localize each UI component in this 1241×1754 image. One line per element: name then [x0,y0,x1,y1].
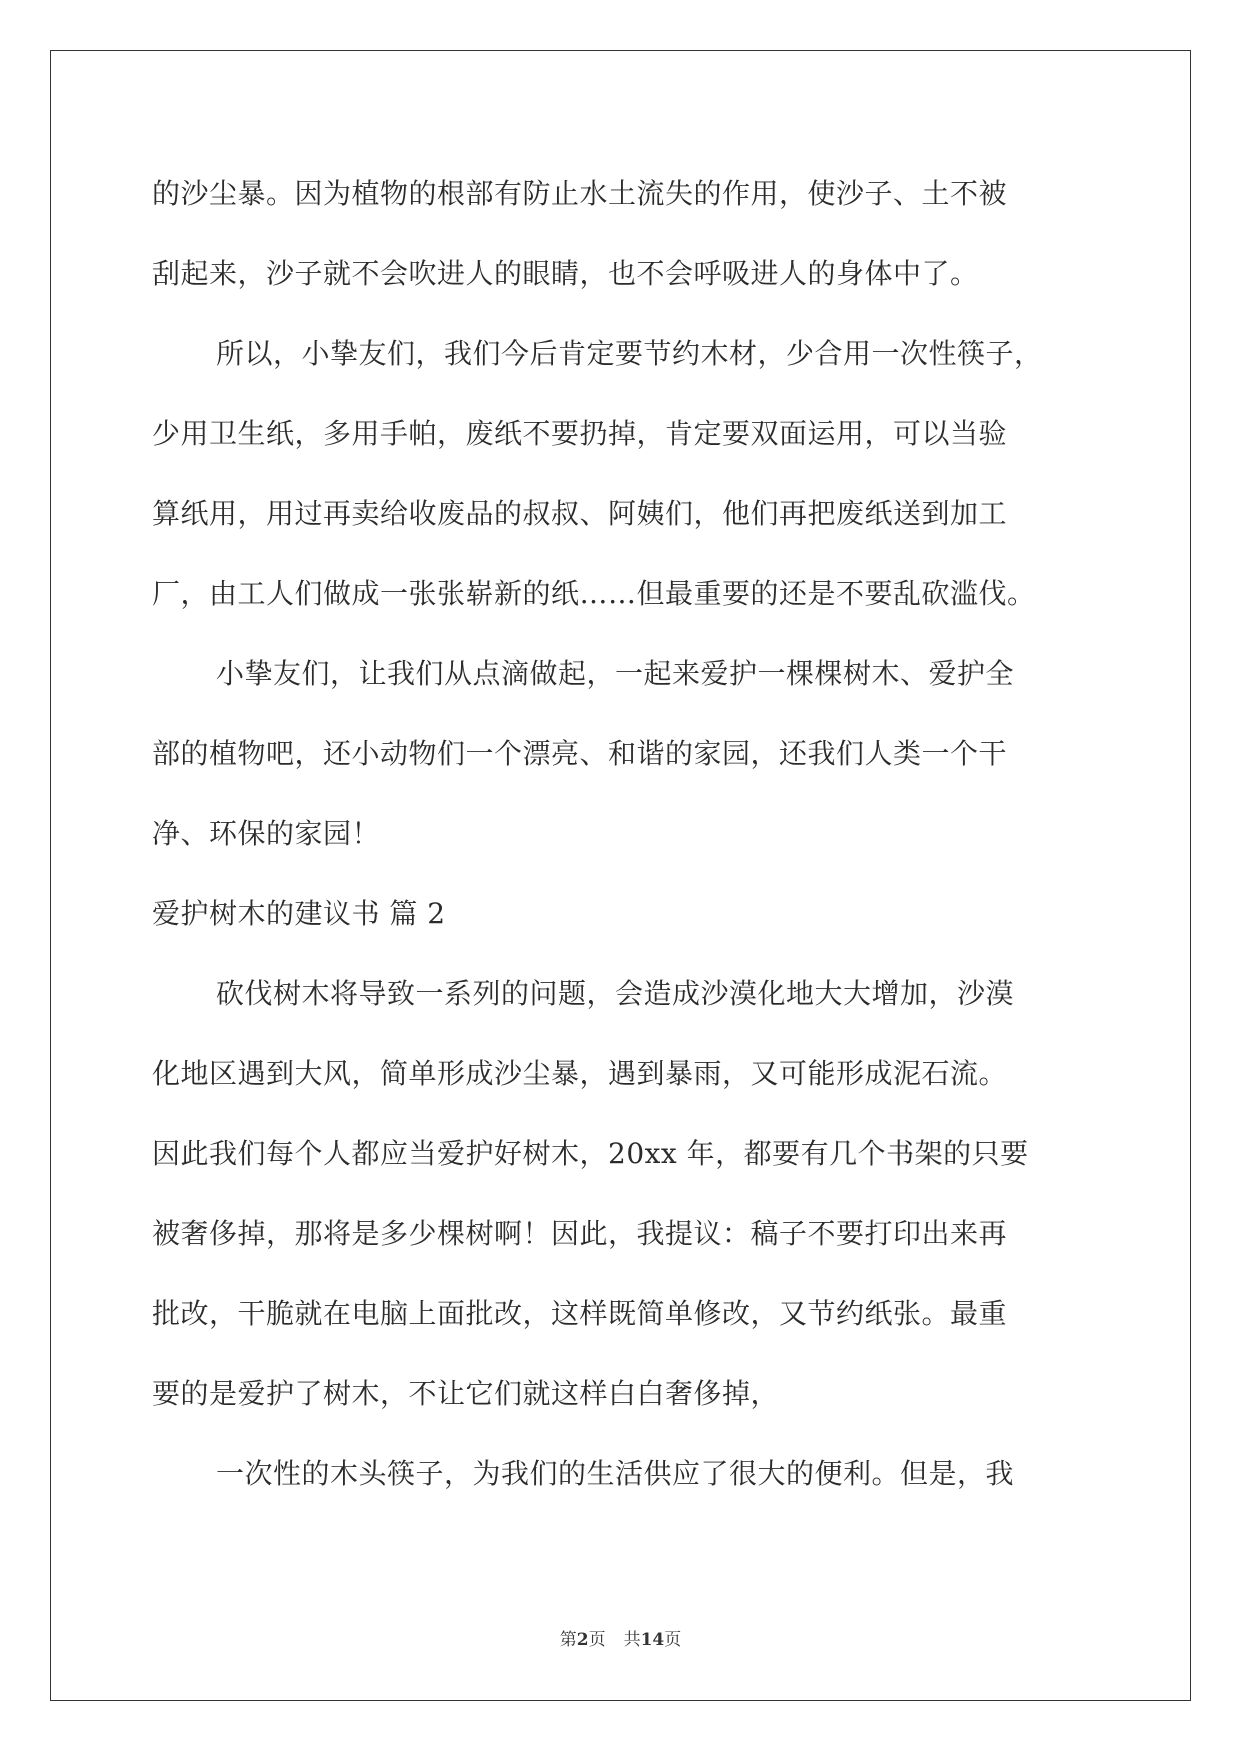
text-line: 少用卫生纸，多用手帕，废纸不要扔掉，肯定要双面运用，可以当验 [152,417,1008,450]
footer-prefix: 第 [559,1630,577,1650]
paragraph-start-line: 砍伐树木将导致一系列的问题，会造成沙漠化地大大增加，沙漠 [216,977,1015,1010]
text-line: 厂，由工人们做成一张张崭新的纸……但最重要的还是不要乱砍滥伐。 [152,577,1036,610]
paragraph-start-line: 小挚友们，让我们从点滴做起，一起来爱护一棵棵树木、爱护全 [216,657,1015,690]
text-line: 的沙尘暴。因为植物的根部有防止水土流失的作用，使沙子、土不被 [152,177,1008,210]
section-heading: 爱护树木的建议书 篇 2 [152,897,446,930]
footer-page-suffix: 页 [588,1630,606,1650]
current-page-number: 2 [576,1630,589,1650]
text-line: 化地区遇到大风，简单形成沙尘暴，遇到暴雨，又可能形成泥石流。 [152,1057,1008,1090]
footer-total-prefix: 共 [623,1630,641,1650]
text-line: 批改，干脆就在电脑上面批改，这样既简单修改，又节约纸张。最重 [152,1297,1008,1330]
text-line: 算纸用，用过再卖给收废品的叔叔、阿姨们，他们再把废纸送到加工 [152,497,1008,530]
text-line: 刮起来，沙子就不会吹进人的眼睛，也不会呼吸进人的身体中了。 [152,257,979,290]
paragraph-start-line: 一次性的木头筷子，为我们的生活供应了很大的便利。但是，我 [216,1457,1015,1490]
footer-total-suffix: 页 [664,1630,682,1650]
text-line: 部的植物吧，还小动物们一个漂亮、和谐的家园，还我们人类一个干 [152,737,1008,770]
total-page-count: 14 [640,1630,665,1650]
text-line: 被奢侈掉，那将是多少棵树啊！因此，我提议：稿子不要打印出来再 [152,1217,1008,1250]
page-footer [0,1625,1241,1650]
text-line: 因此我们每个人都应当爱护好树木，20xx 年，都要有几个书架的只要 [152,1137,1029,1170]
paragraph-start-line: 所以，小挚友们，我们今后肯定要节约木材，少合用一次性筷子， [216,337,1043,370]
text-line: 要的是爱护了树木，不让它们就这样白白奢侈掉， [152,1377,780,1410]
text-line: 净、环保的家园！ [152,817,381,850]
document-body [152,154,1092,1514]
